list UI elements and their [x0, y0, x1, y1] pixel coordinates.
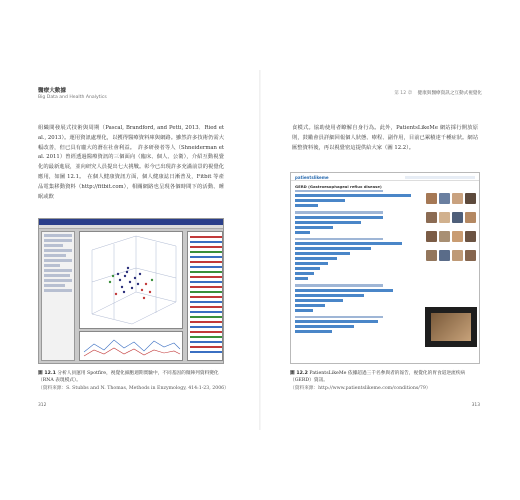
caption-source-right: （資料來源：http://www.patientslikeme.com/conditions/79）: [290, 385, 431, 391]
running-header-left: [38, 86, 107, 100]
video-thumbnail[interactable]: [425, 307, 477, 347]
3d-scatter-plot: [79, 231, 183, 329]
scatter-graphic: [80, 232, 183, 329]
running-chapter: 第 12 章: [394, 91, 413, 96]
caption-number: 圖 12.1: [38, 371, 56, 376]
line-graphic: [80, 332, 184, 362]
member-avatars: [425, 190, 477, 302]
running-subtitle: Big Data and Health Analytics: [38, 95, 107, 100]
caption-text-right: PatientsLikeMe 依據超過三千名參與者的報告，視覺化的胃食道逆流疾病（GERD）資訊。: [290, 371, 466, 384]
figure-caption-right: [290, 370, 482, 392]
running-header-right: [394, 90, 482, 96]
line-chart-panel: [79, 331, 183, 361]
condition-heading: GERD (Gastroesophageal reflux disease): [295, 184, 382, 189]
caption-number-right: 圖 12.2: [290, 371, 308, 376]
caption-source: （資料來源：S. Stubbs and N. Thomas, Methods in Enzymology, 414:1-23, 2006）: [38, 385, 229, 391]
window-menu-bar: [39, 225, 223, 229]
body-text-left: 組織間發展式技術與周期（Pascal, Brandford, and Petti, 2013．Ried et al., 2013）。運用資訊處理化，以獲得醫療資料庫與網路。雖然許多技術仍需大幅改善，但已具有龐大的潛在社會利益。 許多研發者等人（Shneiderman et al. 2011）曾經透過醫療資訊的三個面向（臨床、個人、公衛），介紹互動視覺化的最新進展，並向研究人員提出七大挑戰。彰今已出現許多充滿前景的視覺化應用，如圖 12.1。 在個人健康資訊方面，個人健康誌日漸普及，Fitbit 等產品電集移動資料（http://fitbit.com），相關網路也呈現各個時間下的活動、睡眠或飲: [38, 125, 224, 200]
body-text-right: 食模式。協助使用者瞭解自身行為。此外，PatientsLikeMe 網站採行開放原則，鼓勵會員詳細回報個人狀態、療程、副作用，目前已累積達千種症狀。網站匯整資料後，再以視覺密這提供給大家（圖 12.2）。: [292, 125, 478, 151]
running-title: 醫療大數據: [38, 88, 66, 94]
site-top-bar: [291, 173, 479, 181]
site-logo: patientslikeme: [295, 175, 329, 180]
query-panel: [41, 231, 75, 361]
page-number-left: 312: [38, 403, 47, 408]
page-number-right: 313: [471, 403, 480, 408]
caption-text: 分析人員運用 Spotfire，視覺化細胞週期實驗中，不同基因的微陣列資料變化（RNA 表現模式）。: [38, 371, 219, 384]
report-bars: [295, 190, 421, 360]
video-frame: [431, 313, 471, 341]
figure-patientslikeme-screenshot: [290, 172, 480, 364]
running-title-right: 健康與醫療資訊之互動式視覺化: [417, 91, 482, 96]
figure-spotfire-screenshot: [38, 218, 224, 364]
site-nav: [405, 176, 475, 179]
data-table-panel: [187, 231, 223, 361]
figure-caption-left: [38, 370, 228, 392]
